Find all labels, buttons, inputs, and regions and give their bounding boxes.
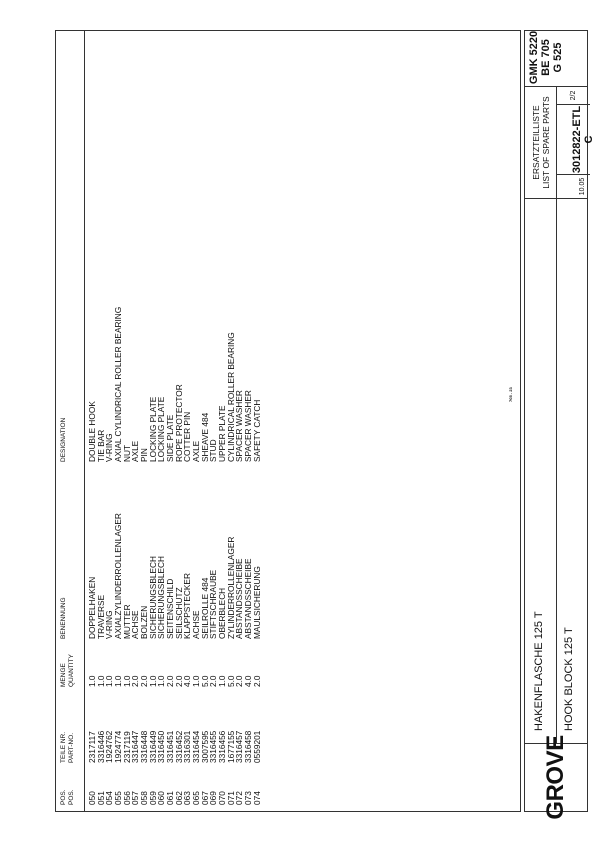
table-cell-en: LOCKING PLATE xyxy=(156,396,167,462)
table-cell-de: TRAVERSE xyxy=(95,594,106,639)
header-benennung-text: BENENNUNG xyxy=(60,597,67,639)
header-designation xyxy=(60,418,68,462)
table-cell-en: TIE BAR xyxy=(95,429,106,462)
parts-table xyxy=(55,30,521,812)
footer-code: 705 - 23 xyxy=(508,387,513,402)
table-cell-de: SICHERUNGSBLECH xyxy=(147,556,158,639)
table-cell-part: 3316450 xyxy=(156,730,167,763)
table-cell-part: 3316455 xyxy=(208,730,219,763)
drawing-number: 3012822-ETL C xyxy=(571,105,595,174)
header-quantity-en: QUANTITY xyxy=(68,654,75,687)
table-cell-de: BOLZEN xyxy=(139,605,150,639)
table-cell-part: 3316448 xyxy=(139,730,150,763)
title-name-de: HAKENFLASCHE 125 T xyxy=(533,611,545,731)
table-cell-en: AXLE xyxy=(130,440,141,462)
grove-logo xyxy=(525,735,587,820)
table-cell-de: ABSTANDSSCHEIBE xyxy=(234,558,245,639)
table-cell-pos: 074 xyxy=(251,791,262,805)
table-cell-de: MUTTER xyxy=(121,604,132,639)
model-1: GMK 5220 xyxy=(528,30,540,85)
table-cell-pos: 057 xyxy=(130,791,141,805)
table-cell-en: PIN xyxy=(139,448,150,462)
table-cell-en: SAFETY CATCH xyxy=(251,399,262,462)
title-block xyxy=(524,30,595,820)
table-cell-en: COTTER PIN xyxy=(182,411,193,462)
header-pos-de: POS. xyxy=(60,789,67,805)
table-cell-qty: 1.0 xyxy=(147,675,158,687)
table-cell-qty: 5.0 xyxy=(225,675,236,687)
header-pos-en: POS. xyxy=(68,789,75,805)
table-cell-part: 2317119 xyxy=(121,731,132,763)
table-cell-pos: 054 xyxy=(104,791,115,805)
table-cell-en: V-RING xyxy=(104,433,115,462)
table-cell-pos: 062 xyxy=(173,791,184,805)
table-cell-pos: 061 xyxy=(165,791,176,805)
table-cell-de: SEILROLLE 484 xyxy=(199,577,210,639)
table-cell-part: 3316454 xyxy=(191,730,202,763)
table-cell-de: SICHERUNGSBLECH xyxy=(156,556,167,639)
logo-text: GROVE xyxy=(542,735,569,820)
table-cell-part: 3007595 xyxy=(199,730,210,763)
table-cell-pos: 055 xyxy=(113,791,124,805)
table-cell-qty: 2.0 xyxy=(234,675,245,687)
table-cell-part: 2317117 xyxy=(87,731,97,763)
table-cell-de: MAULSICHERUNG xyxy=(251,566,262,639)
table-cell-de: KLAPPSTECKER xyxy=(182,573,193,639)
table-cell-qty: 4.0 xyxy=(182,675,193,687)
table-cell-en: ROPE PROTECTOR xyxy=(173,384,184,462)
table-cell-part: 1924774 xyxy=(113,730,124,763)
column-part-no xyxy=(88,731,261,763)
table-cell-en: STUD xyxy=(208,439,219,462)
table-cell-part: 3316458 xyxy=(243,730,254,763)
column-pos xyxy=(88,791,261,805)
table-cell-de: SEILSCHUTZ xyxy=(173,587,184,639)
table-cell-pos: 069 xyxy=(208,791,219,805)
table-cell-de: AXIALZYLINDERROLLENLAGER xyxy=(113,513,124,639)
header-quantity xyxy=(60,654,76,687)
list-title-de: ERSATZTEILLISTE xyxy=(531,105,541,180)
table-cell-pos: 058 xyxy=(139,791,150,805)
table-cell-qty: 1.0 xyxy=(217,675,228,687)
page-number: 2/2 xyxy=(557,87,590,105)
table-cell-part: 1924762 xyxy=(104,730,115,763)
table-cell-de: STIFTSCHRAUBE xyxy=(208,569,219,639)
table-cell-en: SPACER WASHER xyxy=(243,390,254,462)
header-designation-text: DESIGNATION xyxy=(60,417,67,462)
table-cell-en: NUT xyxy=(121,444,132,462)
header-part-no-en: PART-NO. xyxy=(68,732,75,763)
model-2: BE 705 xyxy=(540,39,552,76)
table-cell-part: 3316457 xyxy=(234,730,245,763)
table-cell-pos: 070 xyxy=(217,791,228,805)
table-cell-part: 0559201 xyxy=(251,730,262,763)
table-cell-qty: 1.0 xyxy=(156,675,167,687)
list-cell xyxy=(525,87,595,199)
table-cell-de: V-RING xyxy=(104,610,115,639)
table-cell-de: OBERBLECH xyxy=(217,587,228,639)
column-designation xyxy=(88,307,261,462)
table-cell-pos: 050 xyxy=(87,791,97,805)
table-cell-en: UPPER PLATE xyxy=(217,405,228,462)
table-cell-de: ACHSE xyxy=(130,610,141,639)
table-cell-part: 3316301 xyxy=(182,730,193,763)
table-cell-qty: 1.0 xyxy=(87,675,97,687)
table-cell-en: CYLINDRICAL ROLLER BEARING xyxy=(225,332,236,462)
header-quantity-de: MENGE xyxy=(60,663,67,687)
table-cell-en: SPACER WASHER xyxy=(234,390,245,462)
title-name-cell xyxy=(525,199,587,743)
list-title-en: LIST OF SPARE PARTS xyxy=(541,96,551,189)
table-cell-qty: 5.0 xyxy=(199,675,210,687)
issue-date: 10.05 xyxy=(557,174,590,198)
model-3: G 525 xyxy=(552,42,564,73)
header-divider xyxy=(84,31,85,811)
table-cell-pos: 060 xyxy=(156,791,167,805)
table-cell-part: 3316452 xyxy=(173,730,184,763)
model-cell xyxy=(525,29,587,87)
table-cell-qty: 1.0 xyxy=(95,675,106,687)
header-part-no xyxy=(60,732,76,763)
table-cell-qty: 2.0 xyxy=(251,675,262,687)
table-cell-pos: 072 xyxy=(234,791,245,805)
column-benennung xyxy=(88,513,261,639)
table-cell-qty: 2.0 xyxy=(130,675,141,687)
table-cell-pos: 051 xyxy=(95,791,106,805)
title-name-divider xyxy=(556,199,557,743)
table-cell-part: 3316449 xyxy=(147,730,158,763)
table-cell-de: ZYLINDERROLLENLAGER xyxy=(225,536,236,639)
column-quantity xyxy=(88,675,261,687)
table-cell-en: SIDE PLATE xyxy=(165,414,176,462)
table-cell-qty: 2.0 xyxy=(139,675,150,687)
table-cell-part: 1677155 xyxy=(225,730,236,763)
title-name-en: HOOK BLOCK 125 T xyxy=(563,627,575,731)
table-cell-qty: 1.0 xyxy=(113,675,124,687)
table-cell-qty: 1.0 xyxy=(191,675,202,687)
table-cell-en: LOCKING PLATE xyxy=(147,396,158,462)
table-cell-pos: 056 xyxy=(121,791,132,805)
list-info-row xyxy=(556,87,595,198)
table-cell-pos: 071 xyxy=(225,791,236,805)
table-cell-part: 3316446 xyxy=(95,730,106,763)
table-cell-en: DOUBLE HOOK xyxy=(87,401,97,462)
table-cell-pos: 067 xyxy=(199,791,210,805)
table-cell-en: SHEAVE 484 xyxy=(199,412,210,462)
table-cell-de: ACHSE xyxy=(191,610,202,639)
table-cell-qty: 2.0 xyxy=(208,675,219,687)
table-cell-part: 3316447 xyxy=(130,730,141,763)
header-pos xyxy=(60,789,76,805)
header-benennung xyxy=(60,597,68,639)
table-cell-qty: 1.0 xyxy=(121,675,132,687)
table-cell-en: AXLE xyxy=(191,440,202,462)
table-cell-en: AXIAL CYLINDRICAL ROLLER BEARING xyxy=(113,306,124,462)
table-cell-pos: 063 xyxy=(182,791,193,805)
table-cell-part: 3316451 xyxy=(165,730,176,763)
table-cell-qty: 2.0 xyxy=(165,675,176,687)
table-cell-pos: 073 xyxy=(243,791,254,805)
table-cell-qty: 2.0 xyxy=(173,675,184,687)
table-cell-de: SEITENSCHILD xyxy=(165,578,176,639)
table-cell-part: 3316456 xyxy=(217,730,228,763)
table-cell-de: ABSTANDSSCHEIBE xyxy=(243,558,254,639)
header-part-no-de: TEILE NR. xyxy=(60,731,67,763)
table-cell-de: DOPPELHAKEN xyxy=(87,576,97,639)
table-cell-qty: 1.0 xyxy=(104,675,115,687)
table-cell-qty: 4.0 xyxy=(243,675,254,687)
table-cell-pos: 059 xyxy=(147,791,158,805)
table-cell-pos: 065 xyxy=(191,791,202,805)
